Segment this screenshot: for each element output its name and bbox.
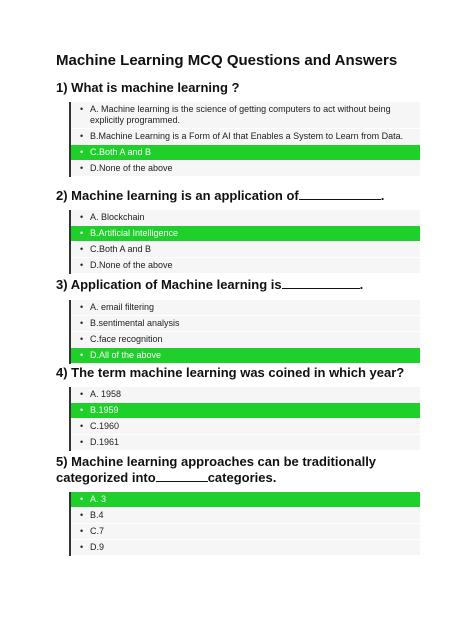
question-5-option-d [71,540,420,556]
bullet-icon: • [80,212,84,222]
bullet-icon: • [80,510,84,520]
bullet-icon: • [80,163,84,173]
question-2-option-c [71,242,420,258]
option-text: A. email filtering [90,302,155,312]
bullet-icon: • [80,526,84,536]
option-text: A. Blockchain [90,212,145,222]
bullet-icon: • [80,350,84,360]
question-5-options [69,492,420,556]
page-title: Machine Learning MCQ Questions and Answers [56,52,398,69]
question-3-option-b [71,316,420,332]
question-2-option-d [71,258,420,274]
bullet-icon: • [80,334,84,344]
question-3-options [69,300,420,364]
bullet-icon: • [80,131,84,141]
question-5-option-c [71,524,420,540]
question-1-option-d [71,161,420,177]
question-2-suffix: . [380,188,385,203]
question-3-text: 3) Application of Machine learning is [56,277,282,292]
question-4 [56,365,436,381]
question-1-option-c [71,145,420,161]
option-text: B.Machine Learning is a Form of AI that Enables a System to Learn from Data. [90,131,404,141]
question-1-text: 1) What is machine learning ? [56,80,240,95]
question-5 [56,454,436,486]
question-5-text: 5) Machine learning approaches can be traditionally categorized into [56,454,377,485]
question-3-option-a [71,300,420,316]
option-text: A. 3 [90,494,107,504]
bullet-icon: • [80,260,84,270]
option-text: D.All of the above [90,350,162,360]
option-text: B.Artificial Intelligence [90,228,179,238]
bullet-icon: • [80,437,84,447]
question-3-option-c [71,332,420,348]
bullet-icon: • [80,244,84,254]
bullet-icon: • [80,302,84,312]
option-text: C.1960 [90,421,120,431]
question-5-option-b [71,508,420,524]
bullet-icon: • [80,389,84,399]
question-1-option-b [71,129,420,145]
question-3-option-d [71,348,420,364]
question-2-options [69,210,420,274]
question-4-options [69,387,420,451]
option-text: C.Both A and B [90,147,152,157]
option-text: A. Machine learning is the science of getting computers to act without being explicitly programmed. [90,104,391,125]
option-text: D.9 [90,542,105,552]
question-5-option-a [71,492,420,508]
bullet-icon: • [80,147,84,157]
question-4-option-a [71,387,420,403]
question-4-text: 4) The term machine learning was coined in which year? [56,365,405,380]
option-text: D.None of the above [90,260,173,270]
question-3-suffix: . [359,277,364,292]
bullet-icon: • [80,228,84,238]
question-2-option-a [71,210,420,226]
question-2-option-b [71,226,420,242]
bullet-icon: • [80,318,84,328]
option-text: C.Both A and B [90,244,152,254]
bullet-icon: • [80,542,84,552]
option-text: B.sentimental analysis [90,318,180,328]
question-1-options [69,102,420,177]
question-1-option-a [71,102,420,129]
bullet-icon: • [80,104,84,114]
answer-blank [156,470,208,482]
question-4-option-c [71,419,420,435]
bullet-icon: • [80,494,84,504]
option-text: A. 1958 [90,389,122,399]
answer-blank [299,188,381,200]
option-text: B.1959 [90,405,119,415]
question-4-option-d [71,435,420,451]
option-text: C.face recognition [90,334,163,344]
question-5-suffix: categories. [207,470,277,485]
option-text: D.None of the above [90,163,173,173]
question-2 [56,188,436,204]
option-text: B.4 [90,510,104,520]
question-3 [56,277,436,293]
question-1 [56,80,436,96]
option-text: D.1961 [90,437,120,447]
answer-blank [282,277,360,289]
option-text: C.7 [90,526,105,536]
question-2-text: 2) Machine learning is an application of [56,188,299,203]
bullet-icon: • [80,421,84,431]
question-4-option-b [71,403,420,419]
bullet-icon: • [80,405,84,415]
